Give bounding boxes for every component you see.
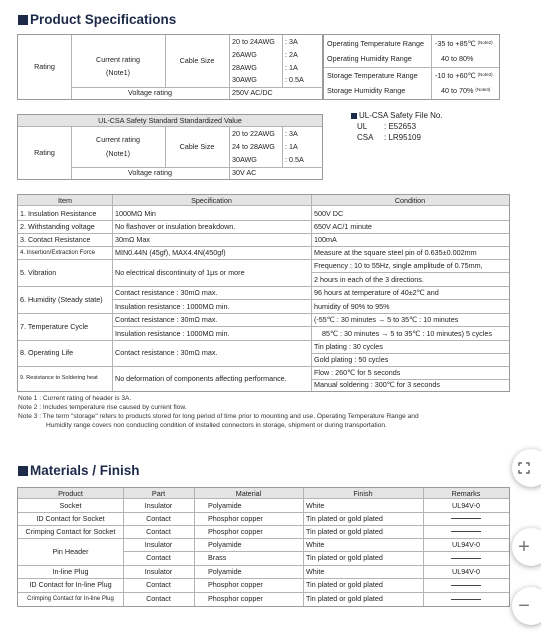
amp-value: : 1A [285,142,298,152]
remarks-value: UL94V-0 [452,500,480,510]
rating-label: Rating [34,148,55,158]
material-name: Polyamide [208,566,242,576]
voltage-rating-label: Voltage rating [128,168,172,178]
fullscreen-icon [518,462,530,474]
note-2: Note 2 : Includes temperature rise caused by current flow. [18,404,187,411]
col-header-finish: Finish [353,488,373,498]
perf-spec: MIN0.44N (45gf), MAX4.4N(450gf) [115,247,226,257]
materials-title: Materials / Finish [18,464,140,478]
note1-ref: (Note1) [106,149,130,159]
awg-value: 30AWG [232,75,257,85]
csa-file-number: : LR95109 [384,133,421,142]
perf-spec: 30mΩ Max [115,234,150,244]
perf-item: 6. Humidity (Steady state) [20,294,103,304]
product-name: Pin Header [52,546,89,556]
plus-icon: + [518,536,530,558]
product-name: ID Contact for Socket [36,513,105,523]
finish-name: Tin plated or gold plated [306,553,383,563]
minus-icon: − [518,595,530,617]
perf-cond: 2 hours in each of the 3 directions. [314,274,424,284]
voltage-rating-value: 30V AC [232,168,257,178]
env-value: 40 to 70% (Note3) [441,85,491,95]
part-name: Insulator [144,500,173,510]
perf-cond: 100mA [314,234,337,244]
awg-value: 28AWG [232,63,257,73]
part-name: Insulator [144,566,173,576]
product-name: In-line Plug [52,566,89,576]
perf-spec: Contact resistance : 30mΩ max. [115,314,218,324]
perf-cond: (-55℃ : 30 minutes → 5 to 35℃ : 10 minutes [314,314,459,324]
voltage-rating-label: Voltage rating [128,88,172,98]
perf-item: 4. Insertion/Extraction Force [20,249,96,256]
col-header-part: Part [151,488,166,498]
amp-value: : 0.5A [285,155,304,165]
perf-cond: Frequency : 10 to 55Hz, single amplitude of 0.75mm, [314,260,483,270]
part-name: Contact [146,580,171,590]
part-name: Contact [146,553,171,563]
square-bullet-icon [18,15,28,25]
perf-cond: 650V AC/1 minute [314,221,372,231]
awg-value: 20 to 24AWG [232,37,275,47]
env-value: -10 to +60℃ (Note3) [435,70,493,80]
rating-table [17,34,323,100]
note-3: Note 3 : The term "storage" refers to products stored for long period of time prior to mounting and use. Operating Temperature Range and [18,413,419,420]
product-name: Crimping Contact for Socket [25,526,116,536]
env-label: Operating Temperature Range [327,38,424,48]
col-header-remarks: Remarks [451,488,481,498]
product-name: ID Contact for In-line Plug [29,580,112,590]
awg-value: 26AWG [232,50,257,60]
perf-item: 7. Temperature Cycle [20,321,89,331]
perf-cond: Manual soldering : 300℃ for 3 seconds [314,380,440,390]
perf-cond: 85℃ : 30 minutes → 5 to 35℃ : 10 minutes) 5 cycles [322,328,492,338]
perf-spec: Contact resistance : 30mΩ max. [115,348,218,358]
col-header-material: Material [235,488,262,498]
ulcsa-table [17,114,323,180]
material-name: Polyamide [208,500,242,510]
awg-value: 20 to 22AWG [232,129,275,139]
amp-value: : 2A [285,50,298,60]
ul-file-title: UL-CSA Safety File No. [351,111,443,121]
env-label: Storage Temperature Range [327,70,418,80]
remarks-dash [451,518,481,519]
perf-item: 2. Withstanding voltage [20,221,95,231]
perf-spec: Contact resistance : 30mΩ max. [115,287,218,297]
note-3-continued: Humidity range covers non conducting condition of installed connectors in storage, shipment or during transportation. [46,422,387,429]
perf-spec: Insulation resistance : 1000MΩ min. [115,328,230,338]
env-value: -35 to +85℃ (Note2) [435,38,493,48]
perf-item: 5. Vibration [20,267,57,277]
remarks-value: UL94V-0 [452,566,480,576]
remarks-dash [451,599,481,600]
cable-size-label: Cable Size [179,56,215,66]
voltage-rating-value: 250V AC/DC [232,88,273,98]
finish-name: White [306,539,325,549]
perf-item: 1. Insulation Resistance [20,208,97,218]
remarks-value: UL94V-0 [452,539,480,549]
perf-item: 9. Resistance to Soldering heat [20,374,98,381]
perf-cond: Flow : 260℃ for 5 seconds [314,367,401,377]
finish-name: White [306,500,325,510]
amp-value: : 3A [285,129,298,139]
environment-table [323,34,500,100]
ul-file-number: : E52653 [384,122,417,131]
current-rating-label: Current rating [96,135,140,145]
ul-file-label: UL [357,122,368,131]
note1-ref: (Note1) [106,68,130,78]
zoom-out-button[interactable] [512,587,541,625]
remarks-dash [451,558,481,559]
col-header-condition: Condition [394,195,426,205]
rating-label: Rating [34,62,55,72]
remarks-dash [451,531,481,532]
material-name: Phosphor copper [208,526,263,536]
note-1: Note 1 : Current rating of header is 3A. [18,395,132,402]
perf-spec: Insulation resistance : 1000MΩ min. [115,301,230,311]
material-name: Brass [208,553,227,563]
part-name: Insulator [144,539,173,549]
awg-value: 30AWG [232,155,257,165]
perf-cond: Gold plating : 50 cycles [314,354,389,364]
perf-spec: No flashover or insulation breakdown. [115,221,236,231]
part-name: Contact [146,594,171,604]
material-name: Phosphor copper [208,580,263,590]
perf-cond: 96 hours at temperature of 40±2℃ and [314,287,439,297]
perf-cond: 500V DC [314,208,344,218]
finish-name: Tin plated or gold plated [306,580,383,590]
product-spec-title: Product Specifications [18,13,176,27]
perf-spec: No deformation of components affecting performance. [115,373,287,383]
square-bullet-icon [351,113,357,119]
perf-spec: 1000MΩ Min [115,208,156,218]
remarks-dash [451,585,481,586]
amp-value: : 1A [285,63,298,73]
amp-value: : 3A [285,37,298,47]
env-label: Operating Humidity Range [327,53,412,63]
current-rating-label: Current rating [96,55,140,65]
amp-value: : 0.5A [285,75,304,85]
part-name: Contact [146,526,171,536]
product-name: Crimping Contact for In-line Plug [27,596,114,602]
perf-cond: Tin plating : 30 cycles [314,341,383,351]
cable-size-label: Cable Size [179,142,215,152]
env-label: Storage Humidity Range [327,85,406,95]
product-name: Socket [59,500,82,510]
col-header-item: Item [58,195,72,205]
zoom-in-button[interactable] [512,528,541,566]
part-name: Contact [146,513,171,523]
col-header-specification: Specification [191,195,232,205]
perf-item: 3. Contact Resistance [20,234,91,244]
finish-name: Tin plated or gold plated [306,513,383,523]
fullscreen-button[interactable] [512,449,541,487]
perf-spec: No electrical discontinuity of 1μs or more [115,267,245,277]
materials-table [17,487,510,607]
env-value: 40 to 80% [441,53,474,63]
material-name: Phosphor copper [208,594,263,604]
perf-cond: Measure at the square steel pin of 0.635±0.002mm [314,247,477,257]
csa-file-label: CSA [357,133,374,142]
awg-value: 24 to 28AWG [232,142,275,152]
finish-name: White [306,566,325,576]
material-name: Phosphor copper [208,513,263,523]
material-name: Polyamide [208,539,242,549]
perf-cond: humidity of 90% to 95% [314,301,390,311]
finish-name: Tin plated or gold plated [306,526,383,536]
col-header-product: Product [58,488,83,498]
ulcsa-header: UL-CSA Safety Standard Standardized Value [18,115,322,127]
finish-name: Tin plated or gold plated [306,594,383,604]
perf-item: 8. Operating Life [20,348,74,358]
performance-table [17,194,510,392]
square-bullet-icon [18,466,28,476]
